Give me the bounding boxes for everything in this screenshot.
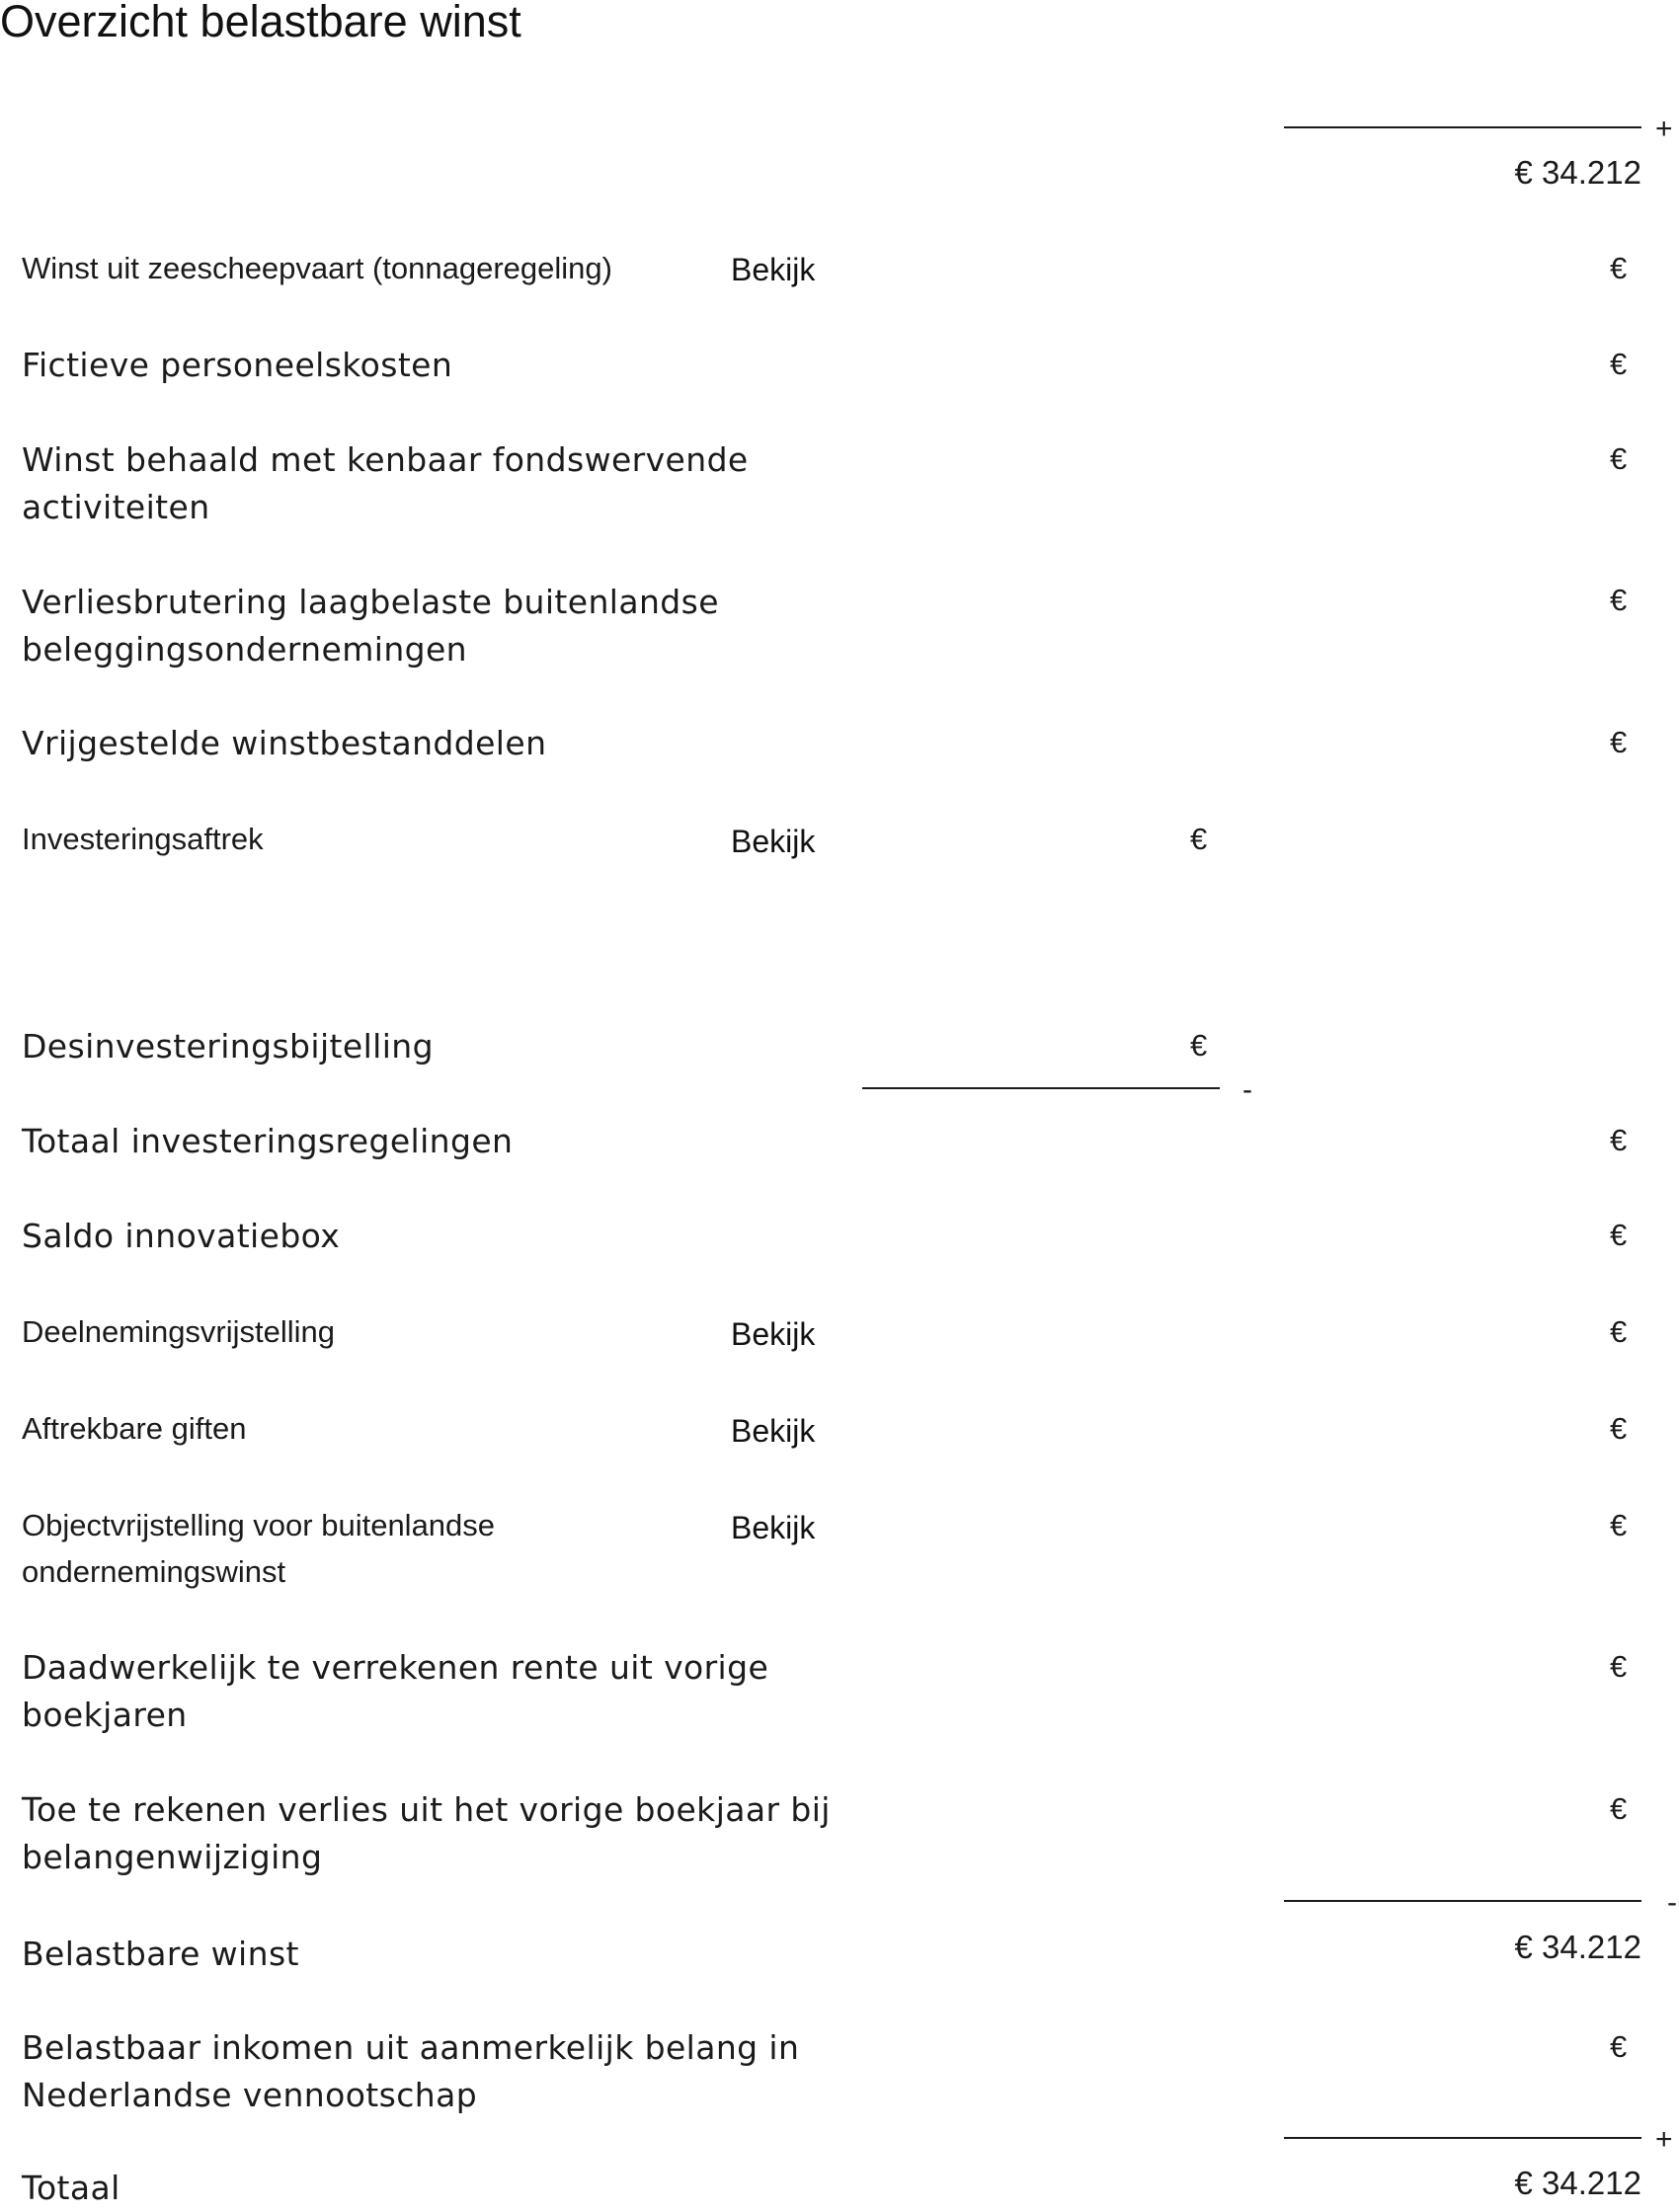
- row-label-rente: Daadwerkelijk te verrekenen rente uit vorige boekjaren: [22, 1648, 769, 1734]
- row-label-investeringsaftrek: Investeringsaftrek: [22, 822, 264, 856]
- minus-operator: -: [1242, 1073, 1252, 1106]
- euro-field-verlies[interactable]: €: [1610, 1791, 1628, 1826]
- row-label-objectvrijstelling: Objectvrijstelling voor buitenlandse ondernemingswinst: [22, 1508, 496, 1589]
- row-label-desinvestering: Desinvesteringsbijtelling: [22, 1027, 434, 1066]
- euro-field-innovatiebox[interactable]: €: [1610, 1218, 1628, 1252]
- euro-field-fondswervende[interactable]: €: [1610, 441, 1628, 476]
- row-label-fondswervende: Winst behaald met kenbaar fondswervende activiteiten: [22, 440, 749, 526]
- row-label-tonnage: Winst uit zeescheepvaart (tonnageregeling): [22, 251, 612, 285]
- totaal-amount: € 34.212: [1514, 2165, 1641, 2201]
- row-label-vrijgestelde: Vrijgestelde winstbestanddelen: [22, 724, 547, 762]
- euro-field-totaal-investering: €: [1610, 1123, 1628, 1157]
- plus-operator: +: [1655, 113, 1673, 145]
- bekijk-link-giften[interactable]: Bekijk: [731, 1413, 816, 1449]
- bekijk-link-investeringsaftrek[interactable]: Bekijk: [731, 824, 816, 859]
- belastbare-winst-amount: € 34.212: [1514, 1929, 1641, 1965]
- row-label-innovatiebox: Saldo innovatiebox: [22, 1217, 341, 1255]
- bekijk-link-objectvrijstelling[interactable]: Bekijk: [731, 1510, 816, 1545]
- row-label-deelneming: Deelnemingsvrijstelling: [22, 1314, 336, 1349]
- euro-field-verliesbrutering[interactable]: €: [1610, 583, 1628, 617]
- row-label-aanmerkelijk-belang: Belastbaar inkomen uit aanmerkelijk belang in Nederlandse vennootschap: [22, 2028, 800, 2114]
- euro-field-rente[interactable]: €: [1610, 1649, 1628, 1684]
- row-label-belastbare-winst: Belastbare winst: [22, 1935, 299, 1973]
- row-label-verlies: Toe te rekenen verlies uit het vorige boekjaar bij belangenwijziging: [22, 1790, 831, 1876]
- sum-line: [1284, 126, 1641, 128]
- row-label-verliesbrutering: Verliesbrutering laagbelaste buitenlandse beleggingsondernemingen: [22, 583, 719, 669]
- row-label-totaal-investering: Totaal investeringsregelingen: [22, 1122, 514, 1160]
- row-label-totaal: Totaal: [22, 2169, 120, 2207]
- row-label-personeelskosten: Fictieve personeelskosten: [22, 346, 453, 384]
- euro-field-giften[interactable]: €: [1610, 1411, 1628, 1446]
- euro-field-objectvrijstelling[interactable]: €: [1610, 1508, 1628, 1542]
- subtract-line: [1284, 1900, 1641, 1902]
- bekijk-link-tonnage[interactable]: Bekijk: [731, 252, 816, 287]
- row-label-giften: Aftrekbare giften: [22, 1411, 247, 1446]
- sum-line: [1284, 2137, 1641, 2139]
- euro-field-vrijgestelde[interactable]: €: [1610, 725, 1628, 759]
- bekijk-link-deelneming[interactable]: Bekijk: [731, 1316, 816, 1352]
- euro-field-personeelskosten[interactable]: €: [1610, 347, 1628, 381]
- euro-field-deelneming[interactable]: €: [1610, 1314, 1628, 1349]
- minus-operator: -: [1667, 1886, 1677, 1919]
- euro-field-tonnage[interactable]: €: [1610, 251, 1628, 285]
- euro-field-desinvestering[interactable]: €: [1190, 1028, 1208, 1063]
- subtract-line: [862, 1087, 1220, 1089]
- plus-operator: +: [1655, 2123, 1673, 2156]
- euro-field-investeringsaftrek[interactable]: €: [1190, 822, 1208, 856]
- top-subtotal-amount: € 34.212: [1514, 154, 1641, 191]
- page-title: Overzicht belastbare winst: [0, 0, 521, 46]
- euro-field-aanmerkelijk-belang[interactable]: €: [1610, 2029, 1628, 2064]
